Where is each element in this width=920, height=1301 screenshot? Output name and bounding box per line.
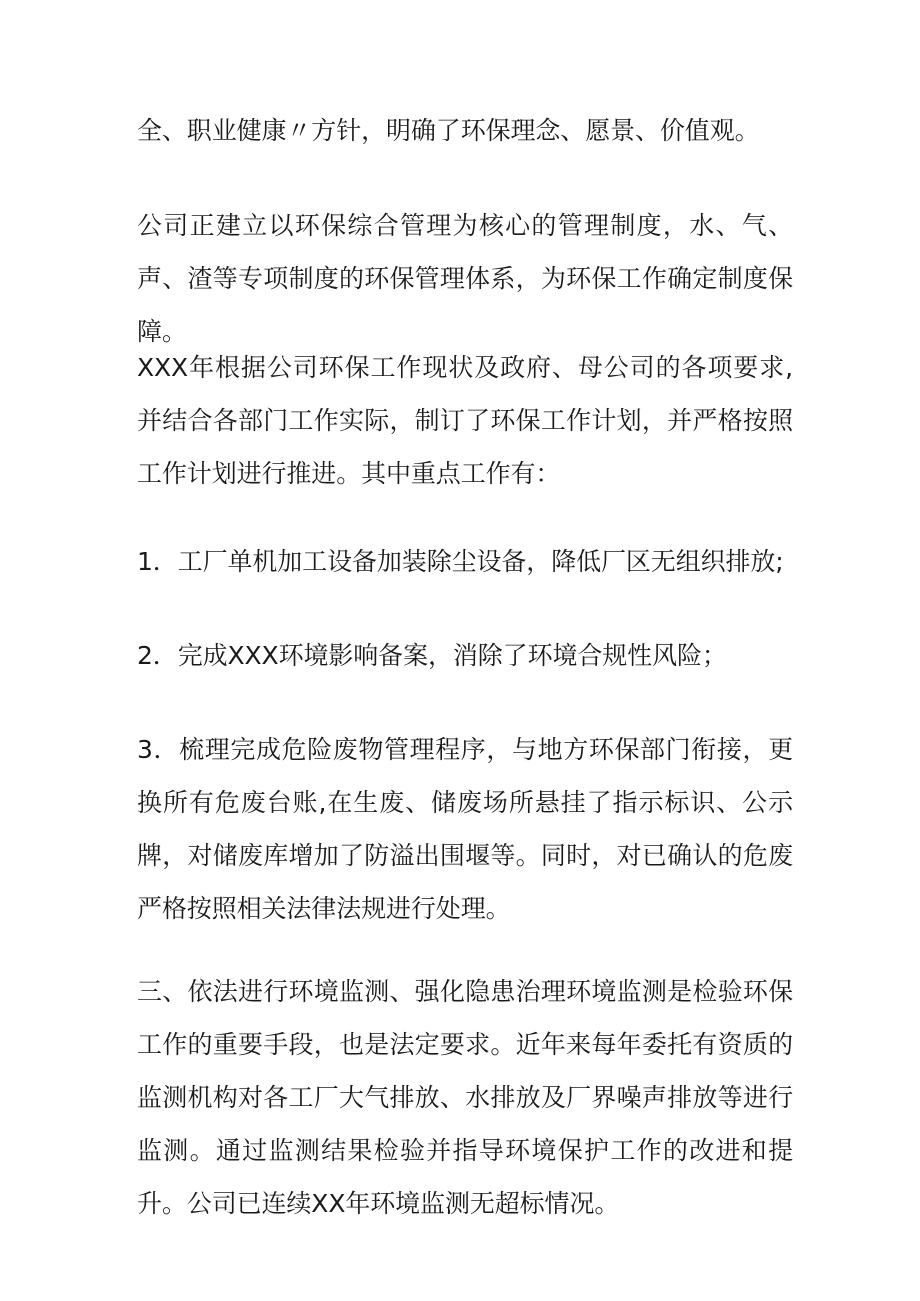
list-item-dust-removal: 1．工厂单机加工设备加装除尘设备，降低厂区无组织排放; bbox=[137, 547, 784, 576]
paragraph-policy-ending: 全、职业健康〃方针，明确了环保理念、愿景、价值观。 bbox=[137, 116, 760, 145]
list-item-environmental-filing: 2．完成XXX环境影响备案，消除了环境合规性风险； bbox=[137, 641, 727, 670]
paragraph-management-system: 公司正建立以环保综合管理为核心的管理制度，水、气、声、渣等专项制度的环保管理体系，为环保工作确定制度保障。 bbox=[137, 211, 793, 346]
paragraph-work-plan: XXX年根据公司环保工作现状及政府、母公司的各项要求,并结合各部门工作实际，制订了环保工作计划，并严格按照工作计划进行推进。其中重点工作有： bbox=[137, 353, 793, 488]
section-environmental-monitoring: 三、依法进行环境监测、强化隐患治理环境监测是检验环保工作的重要手段，也是法定要求。近年来每年委托有资质的监测机构对各工厂大气排放、水排放及厂界噪声排放等进行监测。通过监测结果检验并指导环境保护工作的改进和提升。公司已连续XX年环境监测无超标情况。 bbox=[137, 977, 793, 1218]
list-item-hazardous-waste: 3．梳理完成危险废物管理程序，与地方环保部门衔接，更换所有危废台账,在生废、储废场所悬挂了指示标识、公示牌，对储废库增加了防溢出围堰等。同时，对已确认的危废严格按照相关法律法规进行处理。 bbox=[137, 735, 793, 923]
